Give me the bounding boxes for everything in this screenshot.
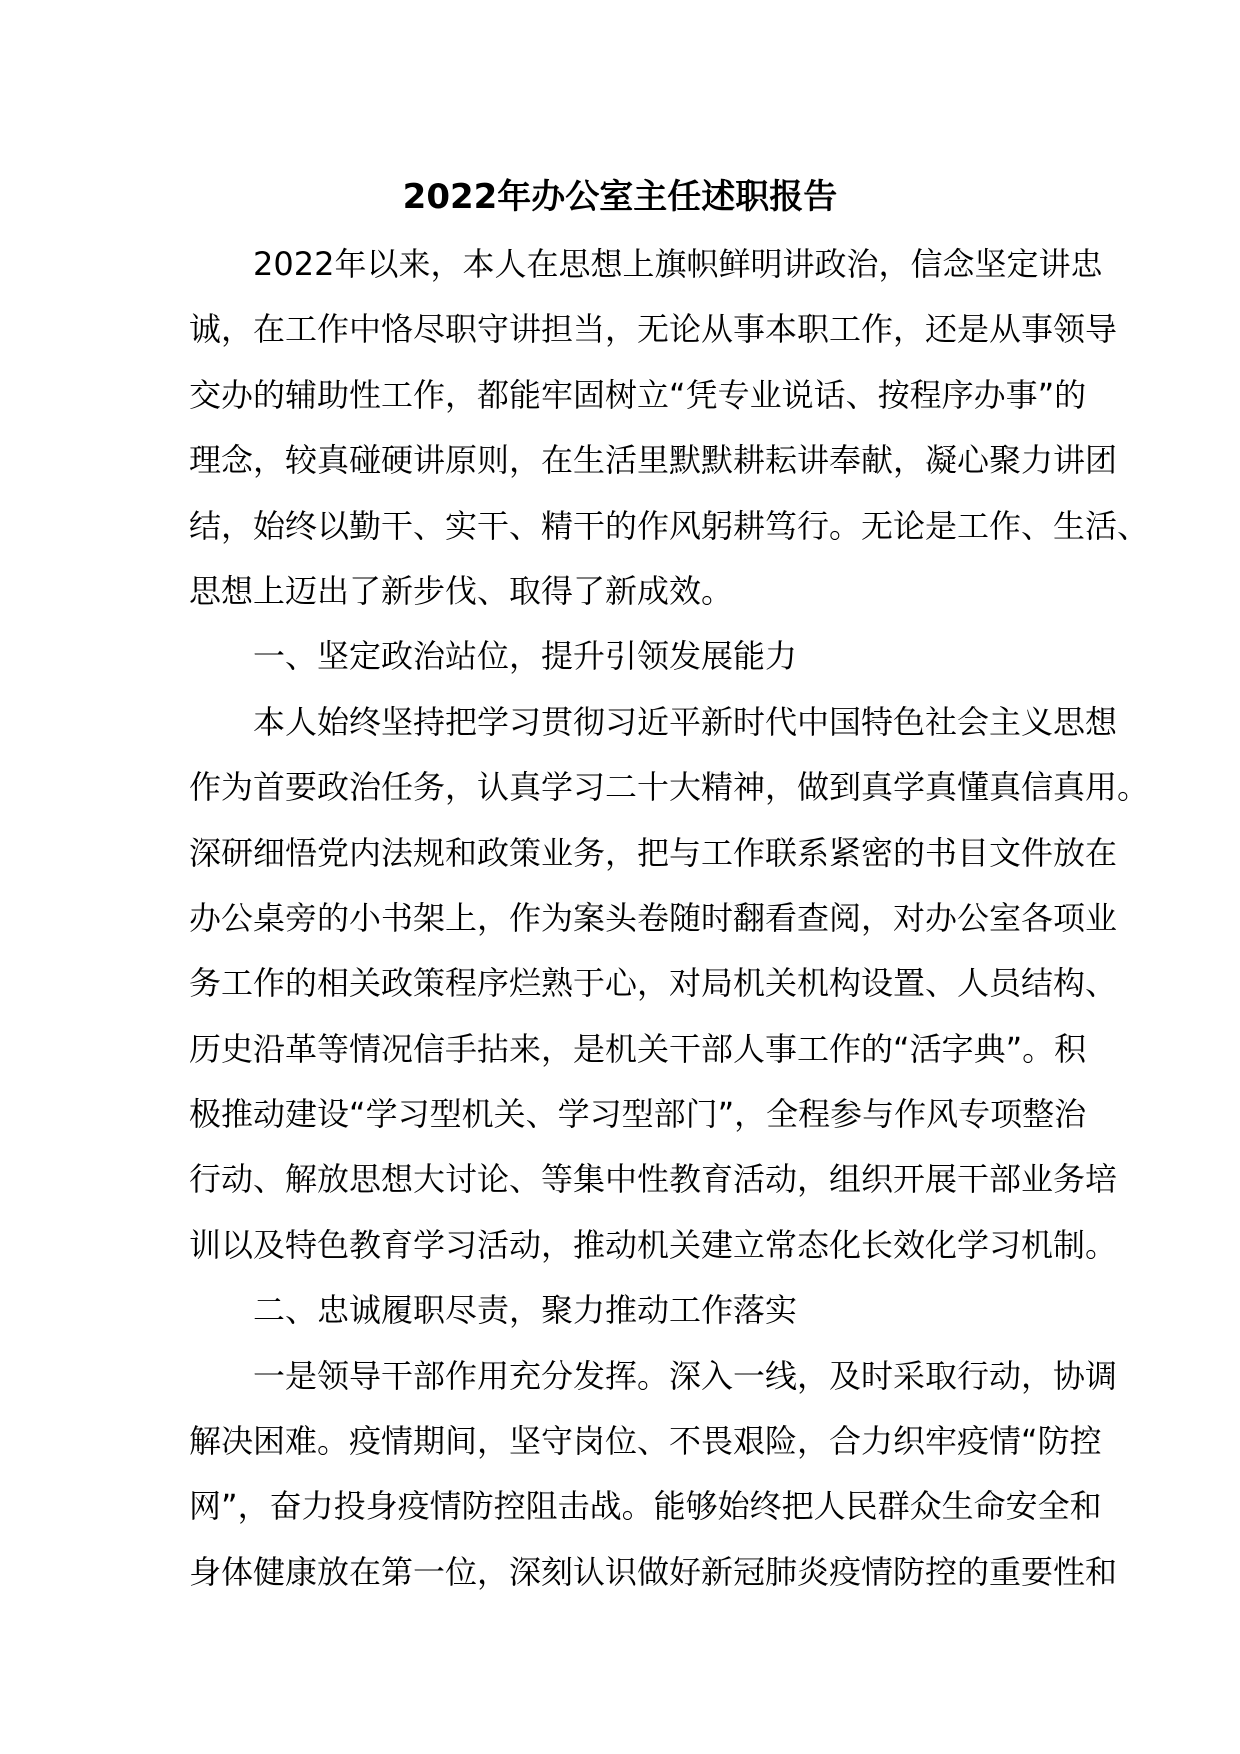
text-line: 极推动建设“学习型机关、学习型部门”，全程参与作风专项整治 (189, 1095, 1087, 1134)
text-line: 身体健康放在第一位，深刻认识做好新冠肺炎疫情防控的重要性和 (189, 1552, 1118, 1591)
text-line: 理念，较真碰硬讲原则，在生活里默默耕耘讲奉献，凝心聚力讲团 (189, 441, 1118, 480)
paragraph (189, 690, 1150, 1279)
text-line: 深研细悟党内法规和政策业务，把与工作联系紧密的书目文件放在 (189, 833, 1118, 872)
document-title: 2022年办公室主任述职报告 (402, 177, 838, 217)
text-line: 交办的辅助性工作，都能牢固树立“凭专业说话、按程序办事”的 (189, 375, 1087, 414)
text-line: 办公桌旁的小书架上，作为案头卷随时翻看查阅，对办公室各项业 (189, 898, 1118, 937)
paragraph (189, 232, 1150, 624)
paragraph (189, 1344, 1118, 1606)
text-line: 网”，奋力投身疫情防控阻击战。能够始终把人民群众生命安全和 (189, 1487, 1102, 1526)
text-line: 务工作的相关政策程序烂熟于心，对局机关机构设置、人员结构、 (189, 964, 1118, 1003)
text-line: 行动、解放思想大讨论、等集中性教育活动，组织开展干部业务培 (189, 1160, 1118, 1199)
text-line: 作为首要政治任务，认真学习二十大精神，做到真学真懂真信真用。 (189, 768, 1150, 807)
section-heading (189, 624, 1060, 689)
text-line: 思想上迈出了新步伐、取得了新成效。 (189, 571, 734, 610)
text-line: 一是领导干部作用充分发挥。深入一线，及时采取行动，协调 (253, 1356, 1118, 1395)
text-line: 解决困难。疫情期间，坚守岗位、不畏艰险，合力织牢疫情“防控 (189, 1422, 1102, 1461)
section-heading (189, 1278, 1060, 1343)
text-line: 一、坚定政治站位，提升引领发展能力 (253, 637, 798, 676)
text-line: 训以及特色教育学习活动，推动机关建立常态化长效化学习机制。 (189, 1225, 1118, 1264)
text-line: 历史沿革等情况信手拈来，是机关干部人事工作的“活字典”。积 (189, 1029, 1087, 1068)
text-line: 本人始终坚持把学习贯彻习近平新时代中国特色社会主义思想 (253, 702, 1118, 741)
text-line: 2022年以来，本人在思想上旗帜鲜明讲政治，信念坚定讲忠 (253, 245, 1103, 283)
text-line: 诚，在工作中恪尽职守讲担当，无论从事本职工作，还是从事领导 (189, 310, 1118, 349)
text-line: 二、忠诚履职尽责，聚力推动工作落实 (253, 1291, 798, 1330)
text-line: 结，始终以勤干、实干、精干的作风躬耕笃行。无论是工作、生活、 (189, 506, 1150, 545)
document-body (189, 232, 1150, 1605)
